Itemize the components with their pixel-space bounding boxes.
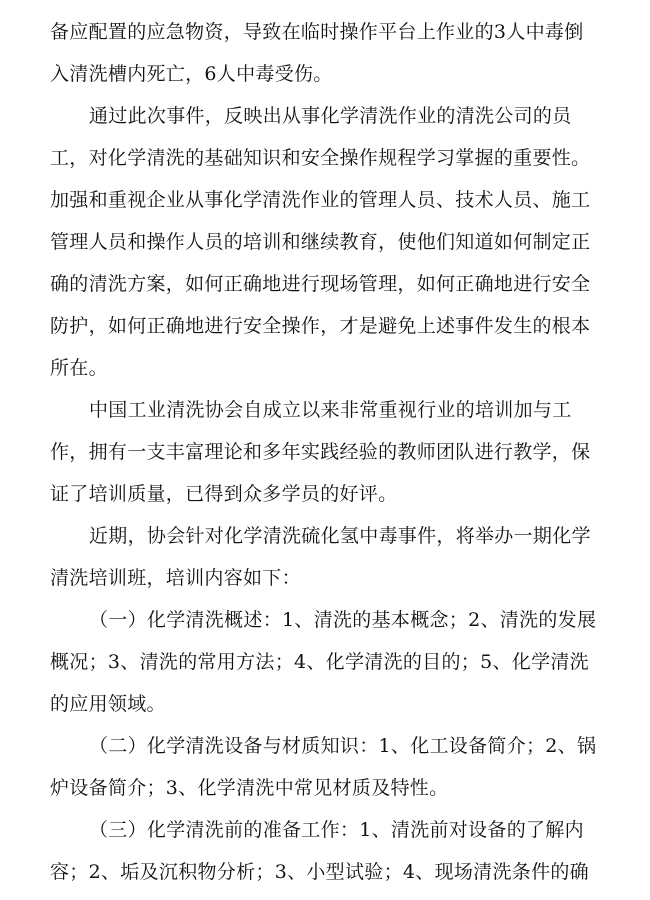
text-line: 防护，如何正确地进行安全操作，才是避免上述事件发生的根本 — [50, 315, 591, 337]
text-line: 中国工业清洗协会自成立以来非常重视行业的培训加与工 — [89, 399, 572, 421]
text-line: 清洗培训班，培训内容如下： — [50, 567, 301, 589]
text-line: （一）化学清洗概述：1、清洗的基本概念；2、清洗的发展 — [89, 609, 597, 631]
text-line: 概况；3、清洗的常用方法；4、化学清洗的目的；5、化学清洗 — [50, 651, 589, 673]
text-line: 的应用领域。 — [50, 693, 166, 715]
text-line: 证了培训质量，已得到众多学员的好评。 — [50, 483, 398, 505]
text-line: 管理人员和操作人员的培训和继续教育，使他们知道如何制定正 — [50, 231, 591, 253]
text-line: 容；2、垢及沉积物分析；3、小型试验；4、现场清洗条件的确 — [50, 861, 589, 883]
text-line: 作，拥有一支丰富理论和多年实践经验的教师团队进行教学，保 — [50, 441, 591, 463]
text-line: 加强和重视企业从事化学清洗作业的管理人员、技术人员、施工 — [50, 189, 591, 211]
text-line: 工，对化学清洗的基础知识和安全操作规程学习掌握的重要性。 — [50, 147, 591, 169]
text-line: （二）化学清洗设备与材质知识：1、化工设备简介；2、锅 — [89, 735, 597, 757]
text-line: 通过此次事件，反映出从事化学清洗作业的清洗公司的员 — [89, 105, 572, 127]
text-line: 备应配置的应急物资，导致在临时操作平台上作业的3人中毒倒 — [50, 21, 584, 43]
text-line: 所在。 — [50, 357, 108, 379]
text-line: 近期，协会针对化学清洗硫化氢中毒事件，将举办一期化学 — [89, 525, 591, 547]
text-line: （三）化学清洗前的准备工作：1、清洗前对设备的了解内 — [89, 819, 584, 841]
text-line: 确的清洗方案，如何正确地进行现场管理，如何正确地进行安全 — [50, 273, 591, 295]
text-line: 炉设备简介；3、化学清洗中常见材质及特性。 — [50, 777, 449, 799]
text-line: 入清洗槽内死亡，6人中毒受伤。 — [50, 63, 333, 85]
